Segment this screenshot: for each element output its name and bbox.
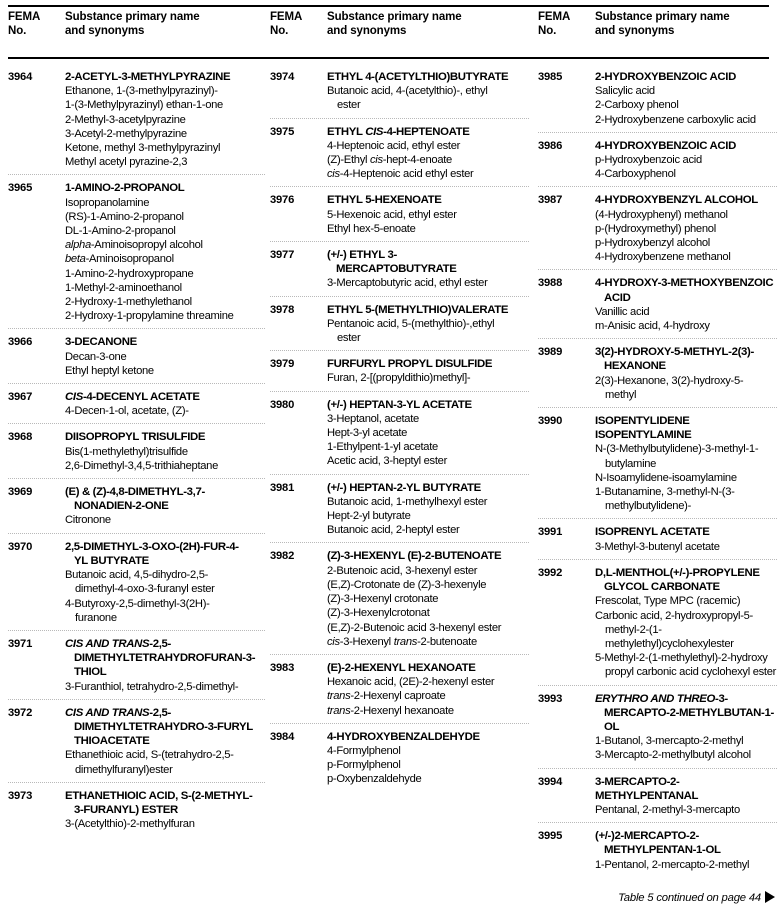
substance-synonyms: [327, 208, 529, 236]
synonym-line: 3-Acetyl-2-methylpyrazine: [65, 127, 187, 140]
table-row: [8, 174, 265, 328]
synonym-line: p-Hydroxybenzyl alcohol: [595, 237, 710, 250]
substance-synonyms: [65, 404, 265, 418]
substance-synonyms: [595, 208, 777, 265]
fema-number: 3973: [8, 789, 33, 802]
table-row: [270, 542, 529, 653]
header-fema-line1: FEMA: [270, 11, 303, 23]
synonym-line: p-Formylphenol: [327, 759, 401, 772]
substance-entry: [65, 70, 265, 169]
substance-synonyms: [595, 305, 777, 333]
synonym-line: Frescolat, Type MPC (racemic): [595, 595, 741, 608]
synonym-line: Ethanethioic acid, S-(tetrahydro-2,5- dimethylfuranyl)ester: [65, 749, 234, 776]
column-header-3: [538, 0, 777, 57]
synonym-line: 4-Decen-1-ol, acetate, (Z)-: [65, 405, 189, 418]
substance-entry: [65, 485, 265, 528]
header-name-line1: Substance primary name: [327, 11, 462, 23]
fema-number: 3979: [270, 358, 295, 371]
column-header-2: [270, 0, 529, 57]
header-fema-line2: No.: [8, 24, 27, 37]
substance-entry: [595, 525, 777, 553]
synonym-line: (E,Z)-Crotonate de (Z)-3-hexenyle: [327, 578, 487, 591]
synonym-line: 4-Formylphenol: [327, 744, 401, 757]
synonym-line: 2-Carboxy phenol: [595, 99, 679, 112]
synonym-line: Pentanal, 2-methyl-3-mercapto: [595, 803, 740, 816]
header-name-line2: and synonyms: [65, 24, 145, 37]
substance-entry: [595, 193, 777, 264]
table-row: [538, 559, 777, 685]
substance-primary-name: (Z)-3-HEXENYL (E)-2-BUTENOATE: [327, 550, 502, 563]
entry-list-2: [270, 57, 529, 792]
fema-number: 3974: [270, 71, 295, 83]
substance-primary-name: CIS AND TRANS-2,5- DIMETHYLTETRAHYDRO-3-FURYL THIOACETATE: [65, 706, 253, 748]
synonym-line: 2-Hydroxybenzene carboxylic acid: [595, 113, 756, 126]
header-fema-no-3: [538, 11, 595, 57]
table-row: [8, 478, 265, 533]
fema-number: 3965: [8, 182, 33, 195]
table-row: [538, 685, 777, 768]
table-row: [538, 269, 777, 338]
header-substance-name-2: [327, 11, 462, 57]
substance-primary-name: (+/-) HEPTAN-2-YL BUTYRATE: [327, 481, 481, 494]
substance-entry: [327, 549, 529, 648]
substance-primary-name: 2-HYDROXYBENZOIC ACID: [595, 71, 736, 83]
substance-primary-name: 4-HYDROXYBENZOIC ACID: [595, 139, 736, 152]
substance-entry: [595, 139, 777, 182]
synonym-line: 1-Butanamine, 3-methyl-N-(3- methylbutylidene)-: [595, 486, 735, 513]
table-row: [538, 518, 777, 558]
fema-number: 3987: [538, 194, 563, 207]
synonym-line: Ethyl hex-5-enoate: [327, 222, 416, 235]
synonym-line: (E,Z)-2-Butenoic acid 3-hexenyl ester: [327, 621, 502, 634]
fema-number: 3971: [8, 637, 33, 650]
fema-number: 3978: [270, 303, 295, 316]
synonym-line: Ketone, methyl 3-methylpyrazinyl: [65, 142, 221, 155]
substance-synonyms: [327, 675, 529, 718]
substance-primary-name: CIS-4-DECENYL ACETATE: [65, 391, 200, 404]
table-row: [8, 57, 265, 174]
substance-entry: [65, 335, 265, 378]
fema-number: 3977: [270, 249, 295, 262]
table-column-2: [265, 0, 529, 911]
fema-number: 3986: [538, 139, 563, 152]
synonym-line: N-(3-Methylbutylidene)-3-methyl-1- butylamine: [595, 443, 759, 470]
header-name-line2: and synonyms: [327, 24, 407, 37]
substance-entry: [65, 390, 265, 418]
table-row: [8, 423, 265, 478]
table-row: [8, 630, 265, 699]
synonym-line: 2-Hydroxy-1-propylamine threamine: [65, 310, 234, 323]
substance-synonyms: [595, 540, 777, 554]
synonym-line: 1-Amino-2-hydroxypropane: [65, 267, 194, 280]
synonym-line: 3-Mercaptobutyric acid, ethyl ester: [327, 277, 488, 290]
substance-synonyms: [327, 317, 529, 345]
substance-primary-name: 2,5-DIMETHYL-3-OXO-(2H)-FUR-4- YL BUTYRATE: [65, 540, 239, 567]
substance-primary-name: 3(2)-HYDROXY-5-METHYL-2(3)- HEXANONE: [595, 346, 754, 373]
substance-entry: [595, 775, 777, 818]
fema-number: 3982: [270, 550, 295, 563]
substance-entry: [327, 398, 529, 469]
synonym-line: Butanoic acid, 2-heptyl ester: [327, 524, 460, 537]
substance-primary-name: ETHYL 5-HEXENOATE: [327, 194, 442, 207]
entry-list-3: [538, 57, 777, 877]
fema-number: 3992: [538, 566, 563, 579]
substance-synonyms: [65, 350, 265, 378]
substance-synonyms: [595, 594, 777, 679]
substance-primary-name: (+/-)2-MERCAPTO-2- METHYLPENTAN-1-OL: [595, 830, 721, 857]
table-continued-text: Table 5 continued on page 44: [618, 892, 761, 904]
substance-synonyms: [65, 748, 265, 776]
synonym-line: m-Anisic acid, 4-hydroxy: [595, 320, 710, 333]
synonym-line: Vanillic acid: [595, 305, 650, 318]
table-row: [8, 383, 265, 423]
synonym-line: Ethyl heptyl ketone: [65, 364, 154, 377]
header-fema-line2: No.: [538, 24, 557, 37]
table-row: [270, 350, 529, 390]
synonym-line: 1-Butanol, 3-mercapto-2-methyl: [595, 735, 744, 748]
synonym-line: p-Hydroxybenzoic acid: [595, 154, 702, 167]
fema-number: 3966: [8, 336, 33, 349]
synonym-line: 4-Hydroxybenzene methanol: [595, 251, 731, 264]
table-row: [270, 391, 529, 474]
fema-number: 3990: [538, 415, 563, 428]
fema-number: 3991: [538, 526, 563, 539]
synonym-line: Bis(1-methylethyl)trisulfide: [65, 445, 188, 458]
substance-synonyms: [595, 803, 777, 817]
fema-number: 3994: [538, 775, 563, 788]
table-row: [538, 822, 777, 877]
column-header-1: [8, 0, 265, 57]
substance-synonyms: [327, 371, 529, 385]
substance-synonyms: [65, 84, 265, 169]
synonym-line: alpha-Aminoisopropyl alcohol: [65, 239, 203, 252]
synonym-line: Isopropanolamine: [65, 196, 150, 209]
substance-synonyms: [327, 495, 529, 538]
substance-primary-name: 1-AMINO-2-PROPANOL: [65, 182, 185, 195]
fema-number: 3964: [8, 71, 33, 83]
substance-entry: [65, 181, 265, 323]
synonym-line: Furan, 2-[(propyldithio)methyl]-: [327, 372, 471, 385]
table-row: [270, 723, 529, 792]
substance-synonyms: [327, 139, 529, 182]
table-continued-note: [618, 891, 775, 904]
substance-primary-name: CIS AND TRANS-2,5- DIMETHYLTETRAHYDROFURAN-3- THIOL: [65, 637, 256, 679]
synonym-line: 1-(3-Methylpyrazinyl) ethan-1-one: [65, 99, 223, 112]
header-name-line2: and synonyms: [595, 24, 675, 37]
substance-primary-name: 2-ACETYL-3-METHYLPYRAZINE: [65, 71, 231, 83]
synonym-line: Hept-2-yl butyrate: [327, 510, 411, 523]
fema-number: 3970: [8, 540, 33, 553]
synonym-line: Butanoic acid, 1-methylhexyl ester: [327, 495, 488, 508]
synonym-line: 4-Carboxyphenol: [595, 168, 676, 181]
synonym-line: (Z)-Ethyl cis-hept-4-enoate: [327, 154, 452, 167]
substance-synonyms: [65, 817, 265, 831]
substance-entry: [595, 276, 777, 333]
header-fema-line1: FEMA: [8, 11, 41, 23]
synonym-line: (Z)-3-Hexenyl crotonate: [327, 593, 439, 606]
substance-synonyms: [327, 84, 529, 112]
fema-number: 3967: [8, 391, 33, 404]
substance-entry: [327, 303, 529, 346]
substance-synonyms: [327, 564, 529, 649]
synonym-line: Acetic acid, 3-heptyl ester: [327, 455, 447, 468]
fema-number: 3981: [270, 481, 295, 494]
substance-entry: [595, 692, 777, 763]
table-row: [270, 654, 529, 723]
synonym-line: 5-Methyl-2-(1-methylethyl)-2-hydroxy propyl carbonic acid cyclohexyl ester: [595, 652, 777, 679]
synonym-line: Hexanoic acid, (2E)-2-hexenyl ester: [327, 676, 495, 689]
table-row: [538, 132, 777, 187]
substance-primary-name: 3-DECANONE: [65, 336, 137, 349]
substance-synonyms: [65, 680, 265, 694]
substance-primary-name: 3-MERCAPTO-2-METHYLPENTANAL: [595, 775, 699, 802]
header-name-line1: Substance primary name: [65, 11, 200, 23]
substance-synonyms: [65, 513, 265, 527]
table-row: [538, 407, 777, 518]
header-substance-name-1: [65, 11, 200, 57]
table-row: [8, 533, 265, 630]
substance-entry: [327, 661, 529, 718]
header-substance-name-3: [595, 11, 730, 57]
synonym-line: Butanoic acid, 4-(acetylthio)-, ethyl ester: [327, 85, 488, 112]
substance-entry: [595, 829, 777, 872]
substance-primary-name: ETHYL CIS-4-HEPTENOATE: [327, 125, 470, 138]
substance-entry: [327, 248, 529, 291]
fema-number: 3976: [270, 194, 295, 207]
table-row: [270, 241, 529, 296]
synonym-line: 1-Methyl-2-aminoethanol: [65, 281, 182, 294]
table-row: [538, 57, 777, 132]
substance-entry: [65, 637, 265, 694]
fema-number: 3972: [8, 706, 33, 719]
fema-number: 3984: [270, 730, 295, 743]
substance-primary-name: ETHYL 4-(ACETYLTHIO)BUTYRATE: [327, 71, 509, 83]
table-row: [270, 296, 529, 351]
header-fema-line1: FEMA: [538, 11, 571, 23]
synonym-line: 2,6-Dimethyl-3,4,5-trithiaheptane: [65, 459, 219, 472]
substance-entry: [327, 730, 529, 787]
synonym-line: 3-Heptanol, acetate: [327, 412, 419, 425]
substance-primary-name: ETHYL 5-(METHYLTHIO)VALERATE: [327, 303, 509, 316]
header-fema-line2: No.: [270, 24, 289, 37]
table-row: [8, 699, 265, 782]
substance-synonyms: [65, 445, 265, 473]
synonym-line: 3-Mercapto-2-methylbutyl alcohol: [595, 749, 751, 762]
substance-synonyms: [595, 442, 777, 513]
substance-synonyms: [595, 153, 777, 181]
synonym-line: p-Oxybenzaldehyde: [327, 773, 422, 786]
substance-primary-name: 4-HYDROXYBENZYL ALCOHOL: [595, 194, 758, 207]
table-row: [538, 186, 777, 269]
fema-number: 3980: [270, 398, 295, 411]
substance-entry: [327, 193, 529, 236]
substance-primary-name: 4-HYDROXYBENZALDEHYDE: [327, 730, 480, 743]
synonym-line: 2-Hydroxy-1-methylethanol: [65, 296, 192, 309]
fema-number: 3968: [8, 431, 33, 444]
table-row: [538, 768, 777, 823]
table-column-3: [529, 0, 777, 911]
fema-number: 3969: [8, 486, 33, 499]
synonym-line: 4-Heptenoic acid, ethyl ester: [327, 139, 461, 152]
substance-primary-name: (E) & (Z)-4,8-DIMETHYL-3,7- NONADIEN-2-ONE: [65, 486, 205, 513]
synonym-line: (4-Hydroxyphenyl) methanol: [595, 208, 728, 221]
fema-number: 3988: [538, 277, 563, 290]
table-row: [270, 57, 529, 118]
substance-entry: [595, 566, 777, 680]
substance-entry: [327, 70, 529, 113]
synonym-line: Citronone: [65, 514, 111, 527]
fema-number: 3993: [538, 692, 563, 705]
table-row: [8, 328, 265, 383]
synonym-line: Decan-3-one: [65, 350, 127, 363]
substance-synonyms: [65, 196, 265, 324]
substance-synonyms: [595, 858, 777, 872]
substance-entry: [327, 481, 529, 538]
synonym-line: Carbonic acid, 2-hydroxypropyl-5- methyl-2-(1- methylethyl)cyclohexylester: [595, 609, 753, 650]
substance-primary-name: (+/-) HEPTAN-3-YL ACETATE: [327, 398, 472, 411]
synonym-line: (RS)-1-Amino-2-propanol: [65, 210, 184, 223]
synonym-line: trans-2-Hexenyl caproate: [327, 690, 446, 703]
substance-entry: [595, 345, 777, 402]
substance-entry: [595, 414, 777, 513]
table-row: [8, 782, 265, 837]
synonym-line: p-(Hydroxymethyl) phenol: [595, 222, 716, 235]
synonym-line: cis-3-Hexenyl trans-2-butenoate: [327, 635, 477, 648]
substance-synonyms: [65, 568, 265, 625]
header-name-line1: Substance primary name: [595, 11, 730, 23]
substance-primary-name: (+/-) ETHYL 3- MERCAPTOBUTYRATE: [327, 249, 457, 276]
substance-primary-name: FURFURYL PROPYL DISULFIDE: [327, 358, 493, 371]
substance-primary-name: D,L-MENTHOL(+/-)-PROPYLENE GLYCOL CARBONATE: [595, 566, 760, 594]
fema-number: 3995: [538, 830, 563, 843]
synonym-line: 1-Pentanol, 2-mercapto-2-methyl: [595, 858, 750, 871]
fema-number: 3983: [270, 661, 295, 674]
synonym-line: 3-(Acetylthio)-2-methylfuran: [65, 818, 195, 831]
substance-primary-name: ISOPENTYLIDENE ISOPENTYLAMINE: [595, 415, 692, 442]
substance-primary-name: ISOPRENYL ACETATE: [595, 526, 710, 539]
synonym-line: 2(3)-Hexanone, 3(2)-hydroxy-5- methyl: [595, 374, 744, 401]
synonym-line: (Z)-3-Hexenylcrotonat: [327, 607, 430, 620]
substance-entry: [65, 430, 265, 473]
substance-primary-name: 4-HYDROXY-3-METHOXYBENZOIC ACID: [595, 277, 774, 304]
synonym-line: 4-Butyroxy-2,5-dimethyl-3(2H)- furanone: [65, 597, 210, 624]
synonym-line: cis-4-Heptenoic acid ethyl ester: [327, 168, 474, 181]
synonym-line: beta-Aminoisopropanol: [65, 253, 174, 266]
substance-entry: [65, 789, 265, 832]
fema-number: 3975: [270, 125, 295, 138]
synonym-line: 3-Methyl-3-butenyl acetate: [595, 540, 720, 553]
substance-synonyms: [595, 84, 777, 127]
substance-entry: [595, 70, 777, 127]
synonym-line: Salicylic acid: [595, 85, 655, 98]
substance-synonyms: [327, 276, 529, 290]
triangle-right-icon: [765, 891, 775, 903]
synonym-line: Ethanone, 1-(3-methylpyrazinyl)-: [65, 85, 218, 98]
substance-entry: [65, 706, 265, 777]
synonym-line: N-Isoamylidene-isoamylamine: [595, 471, 737, 484]
synonym-line: Methyl acetyl pyrazine-2,3: [65, 156, 188, 169]
synonym-line: 2-Butenoic acid, 3-hexenyl ester: [327, 564, 478, 577]
table-row: [270, 118, 529, 187]
header-fema-no-1: [8, 11, 65, 57]
table-row: [270, 474, 529, 543]
substance-primary-name: DIISOPROPYL TRISULFIDE: [65, 431, 206, 444]
synonym-line: 1-Ethylpent-1-yl acetate: [327, 441, 438, 454]
substance-synonyms: [595, 734, 777, 762]
table-row: [270, 186, 529, 241]
substance-entry: [65, 540, 265, 625]
substance-synonyms: [327, 412, 529, 469]
fema-number: 3989: [538, 346, 563, 359]
synonym-line: trans-2-Hexenyl hexanoate: [327, 704, 454, 717]
substance-primary-name: ETHANETHIOIC ACID, S-(2-METHYL- 3-FURANYL) ESTER: [65, 789, 253, 816]
substance-primary-name: (E)-2-HEXENYL HEXANOATE: [327, 661, 476, 674]
substance-synonyms: [595, 374, 777, 402]
synonym-line: Hept-3-yl acetate: [327, 427, 408, 440]
table-column-1: [0, 0, 265, 911]
substance-synonyms: [327, 744, 529, 787]
header-fema-no-2: [270, 11, 327, 57]
table-row: [538, 338, 777, 407]
synonym-line: Pentanoic acid, 5-(methylthio)-,ethyl ester: [327, 317, 495, 345]
fema-number: 3985: [538, 71, 563, 83]
synonym-line: 3-Furanthiol, tetrahydro-2,5-dimethyl-: [65, 680, 239, 693]
synonym-line: 2-Methyl-3-acetylpyrazine: [65, 113, 186, 126]
entry-list-1: [8, 57, 265, 836]
substance-entry: [327, 357, 529, 385]
synonym-line: DL-1-Amino-2-propanol: [65, 225, 176, 238]
substance-entry: [327, 125, 529, 182]
synonym-line: 5-Hexenoic acid, ethyl ester: [327, 208, 457, 221]
synonym-line: Butanoic acid, 4,5-dihydro-2,5- dimethyl-4-oxo-3-furanyl ester: [65, 569, 215, 596]
substance-primary-name: ERYTHRO AND THREO-3- MERCAPTO-2-METHYLBUTAN-1- OL: [595, 692, 774, 733]
